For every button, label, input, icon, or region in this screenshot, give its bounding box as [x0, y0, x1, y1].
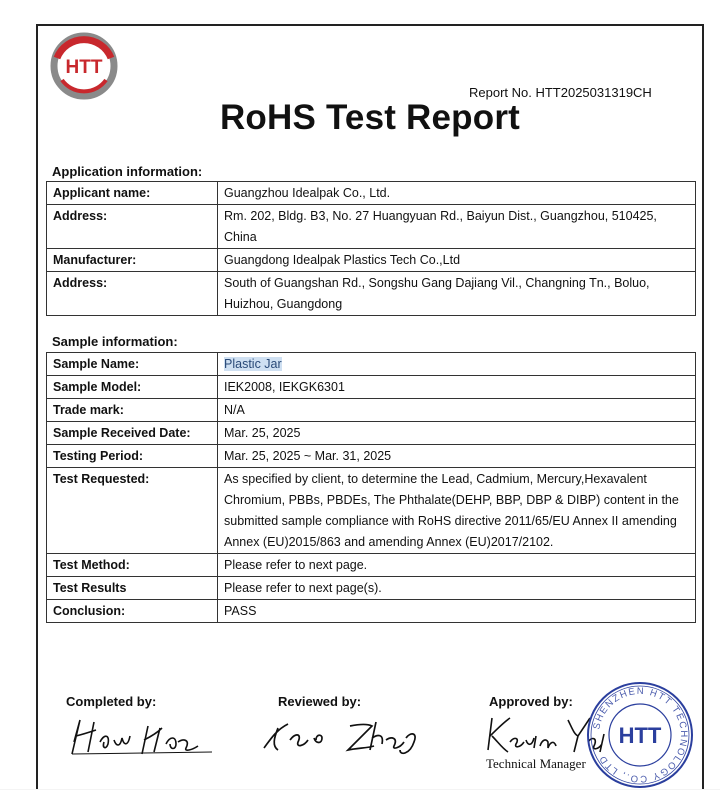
table-row [47, 272, 696, 316]
table-row [47, 182, 696, 205]
field-value: PASS [218, 600, 696, 623]
application-table [46, 181, 696, 316]
reviewed-by-signature [260, 710, 430, 760]
reviewed-by-label: Reviewed by: [278, 694, 362, 709]
table-row [47, 554, 696, 577]
report-number: Report No. HTT2025031319CH [469, 85, 652, 100]
page-title: RoHS Test Report [219, 98, 521, 137]
field-value: N/A [218, 399, 696, 422]
field-value: Guangdong Idealpak Plastics Tech Co.,Ltd [218, 249, 696, 272]
table-row [47, 445, 696, 468]
table-row [47, 577, 696, 600]
field-label: Test Requested: [47, 468, 218, 554]
completed-by-signature [66, 712, 216, 760]
field-value [218, 353, 696, 376]
table-row [47, 376, 696, 399]
seal-center-text: HTT [618, 723, 662, 748]
sample-table [46, 352, 696, 623]
sample-section-title: Sample information: [52, 334, 178, 349]
field-value: South of Guangshan Rd., Songshu Gang Dajiang Vil., Changning Tn., Boluo, Huizhou, Guangdong [218, 272, 696, 316]
svg-text:SHENZHEN HTT TECHNOLOGY CO., L: SHENZHEN HTT TECHNOLOGY CO., LTD [591, 685, 690, 785]
approved-by-label: Approved by: [489, 694, 573, 709]
table-row [47, 249, 696, 272]
table-row [47, 600, 696, 623]
completed-by-label: Completed by: [66, 694, 157, 709]
field-value: Mar. 25, 2025 ~ Mar. 31, 2025 [218, 445, 696, 468]
company-seal [585, 680, 695, 790]
field-label: Test Results [47, 577, 218, 600]
field-label: Testing Period: [47, 445, 218, 468]
htt-logo [50, 32, 118, 100]
sample-name-highlight: Plastic Jar [224, 357, 282, 371]
logo-text: HTT [65, 57, 103, 78]
field-label: Sample Name: [47, 353, 218, 376]
field-label: Applicant name: [47, 182, 218, 205]
field-label: Sample Model: [47, 376, 218, 399]
approver-title: Technical Manager [486, 756, 586, 771]
table-row [47, 205, 696, 249]
field-label: Trade mark: [47, 399, 218, 422]
field-label: Conclusion: [47, 600, 218, 623]
field-value: IEK2008, IEKGK6301 [218, 376, 696, 399]
field-label: Address: [47, 272, 218, 316]
application-section-title: Application information: [52, 164, 203, 179]
table-row [47, 468, 696, 554]
field-value: Guangzhou Idealpak Co., Ltd. [218, 182, 696, 205]
field-label: Manufacturer: [47, 249, 218, 272]
field-value: As specified by client, to determine the Lead, Cadmium, Mercury,Hexavalent Chromium, PBBs, PBDEs, The Phthalate(DEHP, BBP, DBP & DIBP) content in the submitted sample compliance with RoHS directive 2011/65/EU Annex II amending Annex (EU)2015/863 and amending Annex (EU)2017/2102. [218, 468, 696, 554]
field-label: Address: [47, 205, 218, 249]
field-value: Mar. 25, 2025 [218, 422, 696, 445]
field-value: Please refer to next page(s). [218, 577, 696, 600]
table-row [47, 353, 696, 376]
field-label: Test Method: [47, 554, 218, 577]
field-value: Please refer to next page. [218, 554, 696, 577]
field-value: Rm. 202, Bldg. B3, No. 27 Huangyuan Rd., Baiyun Dist., Guangzhou, 510425, China [218, 205, 696, 249]
table-row [47, 422, 696, 445]
field-label: Sample Received Date: [47, 422, 218, 445]
table-row [47, 399, 696, 422]
